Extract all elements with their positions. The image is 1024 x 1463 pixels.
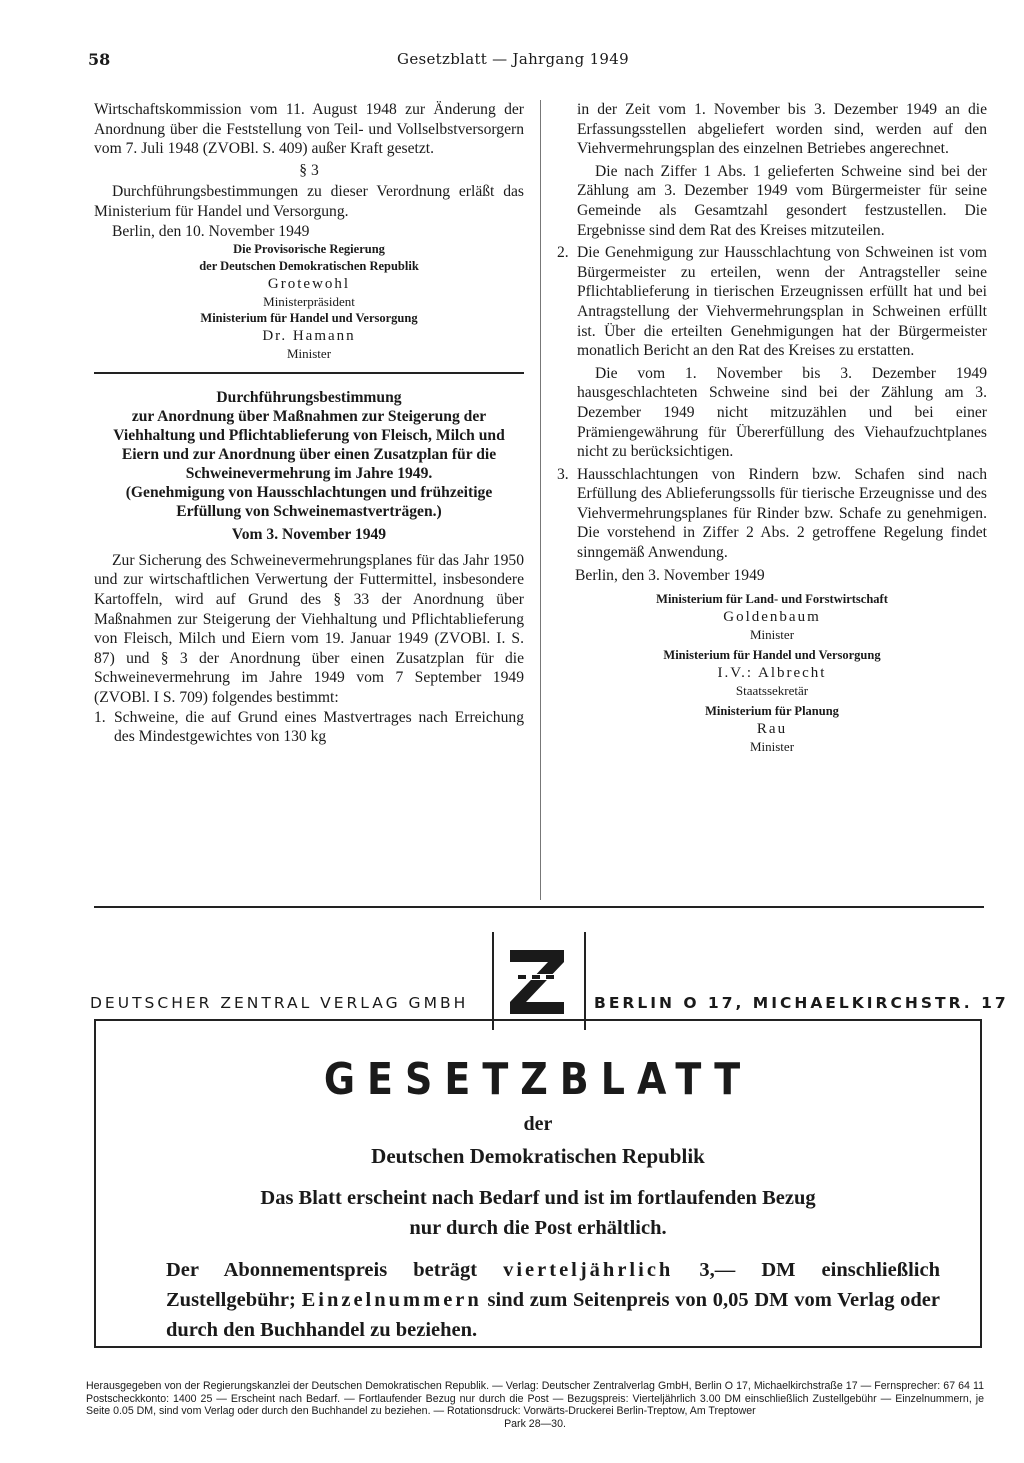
signature-organization: Ministerium für Handel und Versorgung: [200, 311, 418, 326]
section-heading: § 3: [299, 161, 319, 179]
signatory-title: Minister: [286, 346, 332, 362]
signatory-title: Staatssekretär: [735, 683, 809, 699]
price-text: sind zum Seitenpreis von 0,05 DM vom Verlag oder durch den Buchhandel zu beziehen.: [166, 1289, 941, 1341]
signature-organization: Ministerium für Handel und Versorgung: [663, 648, 881, 663]
signatory-name: Rau: [756, 721, 788, 738]
section-paragraph: Durchführungsbestimmungen zu dieser Verordnung erläßt das Ministerium für Handel und Versorgung.: [94, 183, 524, 220]
right-column: [557, 100, 987, 755]
continuation-paragraph: in der Zeit vom 1. November bis 3. Dezember 1949 an die Erfassungsstellen abgeliefert worden sind, werden auf den Viehvermehrungsplan des einzelnen Betriebes angerechnet.: [577, 101, 987, 158]
signatory-title: Minister: [749, 739, 795, 755]
publisher-logo: [492, 932, 586, 1030]
imprint-footer: [86, 1380, 984, 1430]
notice-line: Das Blatt erscheint nach Bedarf und ist im fortlaufenden Bezug: [260, 1187, 816, 1209]
signature-organization: Ministerium für Planung: [705, 704, 839, 719]
list-item-number: 2.: [557, 244, 569, 262]
document-title: Durchführungsbestimmung: [216, 389, 402, 407]
signatory-title: Ministerpräsident: [263, 294, 355, 310]
signature-organization: Ministerium für Land- und Forstwirtschaft: [656, 592, 888, 607]
page-number: 58: [88, 50, 111, 69]
price-single-issues: Einzelnummern: [301, 1289, 482, 1311]
signature-organization: Die Provisorische Regierung: [233, 242, 385, 257]
paragraph: Die nach Ziffer 1 Abs. 1 gelieferten Schweine sind bei der Zählung am 3. Dezember 1949 vom Bürgermeister für seine Gemeinde als Gesamtzahl gesondert festzustellen. Die Ergebnisse sind dem Rat des Kreises mitzuteilen.: [577, 162, 987, 239]
section-divider: [94, 372, 524, 374]
list-item-number: 1.: [94, 708, 106, 726]
document-subtitle: zur Anordnung über Maßnahmen zur Steigerung der Viehhaltung und Pflichtablieferung von Fleisch, Milch und Eiern und zur Anordnung über einen Zusatzplan für die Schweinevermehrung im Jahre 1949.: [113, 408, 505, 483]
running-title: Gesetzblatt — Jahrgang 1949: [397, 50, 629, 68]
signatory-name: Goldenbaum: [723, 609, 821, 626]
place-date: Berlin, den 3. November 1949: [575, 566, 765, 584]
continuation-paragraph: Wirtschaftskommission vom 11. August 1948 zur Änderung der Anordnung über die Feststellung von Teil- und Vollselbstversorgern vom 7. Juli 1948 (ZVOBl. S. 409) außer Kraft gesetzt.: [94, 101, 524, 158]
price-text: Der Abonnementspreis beträgt: [166, 1259, 478, 1281]
document-date: Vom 3. November 1949: [231, 526, 387, 544]
list-item-text: Hausschlachtungen von Rindern bzw. Schafen sind nach Erfüllung des Ablieferungssolls für tierische Erzeugnisse und des Viehvermehrungsplanes für Rinder bzw. Schafe zu genehmigen. Die vorstehend in Ziffer 2 Abs. 2 getroffene Regelung findet sinngemäß Anwendung.: [577, 465, 987, 562]
intro-paragraph: Zur Sicherung des Schweinevermehrungsplanes für das Jahr 1950 und zur wirtschaftlichen Verwertung der Futtermittel, insbesondere Kartoffeln, wird auf Grund des § 33 der Anordnung über Maßnahmen zur Steigerung der Viehhaltung und Pflichtablieferung von Fleisch, Milch und Eiern vom 19. Januar 1949 (ZVOBl. I. S. 87) und § 3 der Anordnung über einen Zusatzplan für die Schweinevermehrung im Jahre 1949 vom 7 September 1949 (ZVOBl. I S. 709) folgendes bestimmt:: [94, 551, 524, 706]
notice-price: [166, 1255, 940, 1345]
notice-title: GESETZBLATT: [323, 1053, 753, 1105]
document-parenthetical: (Genehmigung von Hausschlachtungen und frühzeitige Erfüllung von Schweinemastverträgen.): [125, 484, 493, 521]
publisher-address: BERLIN O 17, MICHAELKIRCHSTR. 17: [594, 994, 1009, 1012]
place-date: Berlin, den 10. November 1949: [112, 222, 310, 240]
paragraph: Die vom 1. November bis 3. Dezember 1949 hausgeschlachteten Schweine sind bei der Zählung am 3. Dezember 1949 nicht mitzuzählen und bei einer Prämiengewährung für Übererfüllung des Viehaufzuchtplanes nicht zu berücksichtigen.: [577, 364, 987, 461]
list-item: [557, 465, 987, 563]
notice-republic: Deutschen Demokratischen Republik: [371, 1144, 705, 1168]
list-item-text: Die Genehmigung zur Hausschlachtung von Schweinen ist vom Bürgermeister zu erteilen, wenn der Antragsteller seine Pflichtablieferung in tierischen Erzeugnissen erfüllt hat und bei Antragstellung der Viehvermehrungsplan in Schweinen erfüllt ist. Über die erteilten Genehmigungen hat der Bürgermeister monatlich Bericht an den Rat des Kreises zu erstatten.: [577, 244, 987, 360]
subscription-notice: [94, 1019, 982, 1348]
price-text: 3,— DM einschließlich Zustellgebühr;: [166, 1259, 940, 1311]
left-column: [94, 100, 524, 747]
list-item-text: Schweine, die auf Grund eines Mastvertrages nach Erreichung des Mindestgewichtes von 130 kg: [114, 708, 524, 746]
price-period: vierteljährlich: [503, 1259, 674, 1281]
imprint-text: Herausgegeben von der Regierungskanzlei der Deutschen Demokratischen Republik. — Verlag: Deutscher Zentralverlag GmbH, Berlin O 17, Michaelkirchstraße 17 — Fernsprecher: 67 64 11 Postscheckkonto: 1400 25 — Erscheint nach Bedarf. — Fortlaufender Bezug nur durch die Post — Bezugspreis: Vierteljährlich 3.00 DM einschließlich Zustellgebühr — Einzelnummern, je Seite 0.05 DM, sind vom Verlag oder durch den Buchhandel zu beziehen. — Rotationsdruck: Vorwärts-Druckerei Berlin-Treptow, Am Treptower: [86, 1380, 984, 1417]
running-head: [88, 50, 938, 74]
signatory-name: I.V.: Albrecht: [717, 665, 827, 682]
column-divider: [540, 100, 541, 900]
list-item: [94, 708, 524, 747]
zentralverlag-logo-icon: [504, 944, 570, 1018]
notice-line: nur durch die Post erhältlich.: [409, 1217, 667, 1239]
signature-organization: der Deutschen Demokratischen Republik: [199, 259, 419, 274]
page-divider: [94, 906, 984, 908]
list-item: [557, 243, 987, 361]
signatory-name: Grotewohl: [267, 276, 351, 293]
imprint-last-line: Park 28—30.: [504, 1417, 566, 1430]
signatory-title: Minister: [749, 627, 795, 643]
signatory-name: Dr. Hamann: [262, 328, 356, 345]
publisher-name: DEUTSCHER ZENTRAL VERLAG GMBH: [90, 994, 469, 1012]
list-item-number: 3.: [557, 465, 569, 483]
notice-der: der: [523, 1113, 553, 1135]
